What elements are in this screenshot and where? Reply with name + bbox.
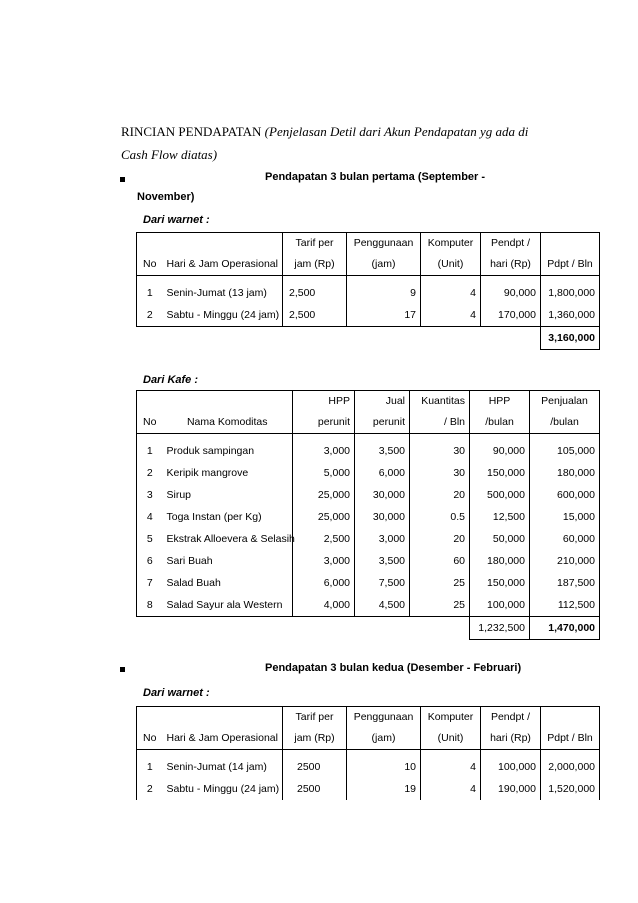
- table-cell: Keripik mangrove: [166, 467, 249, 479]
- table-row: 1 Senin-Jumat (14 jam) 2500 10 4 100,000 2,000,000: [137, 756, 600, 778]
- bullet-icon: [120, 667, 125, 672]
- table-cell: 25: [410, 594, 470, 617]
- table-cell: 30,000: [355, 506, 410, 528]
- table-cell: 25,000: [293, 484, 355, 506]
- table-cell: 100,000: [470, 594, 530, 617]
- table-cell: 1: [137, 440, 163, 462]
- section2-heading: Pendapatan 3 bulan kedua (Desember - Februari): [265, 662, 522, 674]
- kafe-total-hpp: 1,232,500: [470, 617, 530, 640]
- table-row: [137, 462, 600, 484]
- table-cell: 6: [137, 550, 163, 572]
- table-cell: 150,000: [470, 572, 530, 594]
- table-cell: 180,000: [530, 462, 600, 484]
- table-cell: 6,000: [355, 462, 410, 484]
- document-title-line: [121, 124, 528, 140]
- table-cell: 3,000: [355, 528, 410, 550]
- table-cell: 5: [137, 528, 163, 550]
- table-cell: 4,500: [355, 594, 410, 617]
- table-cell: 105,000: [530, 440, 600, 462]
- table-cell: Toga Instan (per Kg): [166, 511, 262, 523]
- table-cell: 210,000: [530, 550, 600, 572]
- warnet1-total: 3,160,000: [541, 327, 600, 350]
- table-cell: Sirup: [166, 489, 192, 501]
- table-cell: 8: [137, 594, 163, 617]
- table-cell: 2: [137, 462, 163, 484]
- table-cell: 4,000: [293, 594, 355, 617]
- table-cell: 3,000: [293, 440, 355, 462]
- table-cell: 3,500: [355, 440, 410, 462]
- warnet1-label: Dari warnet :: [143, 214, 210, 226]
- table-row: 2 Sabtu - Minggu (24 jam) 2,500 17 4 170,000 1,360,000: [137, 304, 600, 327]
- table-cell: 20: [410, 528, 470, 550]
- table-cell: 6,000: [293, 572, 355, 594]
- table-cell: 30: [410, 440, 470, 462]
- table-cell: Produk sampingan: [166, 445, 255, 457]
- table-cell: 4: [137, 506, 163, 528]
- bullet-icon: [120, 177, 125, 182]
- table-cell: 90,000: [470, 440, 530, 462]
- table-cell: 112,500: [530, 594, 600, 617]
- table-cell: 25,000: [293, 506, 355, 528]
- table-cell: 60,000: [530, 528, 600, 550]
- table-cell: 180,000: [470, 550, 530, 572]
- table-row: 2 Sabtu - Minggu (24 jam) 2500 19 4 190,000 1,520,000: [137, 778, 600, 800]
- table-cell: 7,500: [355, 572, 410, 594]
- table-cell: 600,000: [530, 484, 600, 506]
- table-cell: 7: [137, 572, 163, 594]
- table-cell: Salad Buah: [166, 577, 221, 589]
- table-cell: 12,500: [470, 506, 530, 528]
- table-row: [137, 484, 600, 506]
- table-cell: 30: [410, 462, 470, 484]
- table-cell: 60: [410, 550, 470, 572]
- table-cell: Salad Sayur ala Western: [163, 594, 293, 617]
- section1-heading-cont: November): [137, 191, 195, 203]
- warnet1-table: Tarif per Penggunaan Komputer Pendpt / No Hari & Jam Operasional jam (Rp) (jam) (Unit) hari (Rp) Pdpt / Bln 1 Senin-Jumat (13 jam) 2,500 9 4 90,000 1,800,000 2 Sabtu - Minggu (24 jam) 2,500 17 4 170,000 1,360,000 3,160,000: [136, 232, 600, 350]
- table-cell: 5,000: [293, 462, 355, 484]
- document-subtitle-cont: Cash Flow diatas): [121, 147, 218, 162]
- table-cell: 30,000: [355, 484, 410, 506]
- table-row: [137, 440, 600, 462]
- kafe-total-penjualan: 1,470,000: [530, 617, 600, 640]
- table-cell: 150,000: [470, 462, 530, 484]
- kafe-label: Dari Kafe :: [143, 374, 199, 386]
- table-cell: 15,000: [530, 506, 600, 528]
- kafe-table: HPP Jual Kuantitas HPP Penjualan No Nama Komoditas perunit perunit / Bln /bulan /bulan 1 Produk sampingan 3,000 3,500 30 90,000 105,000 2 Keripik mangrove 5,000 6,000 30 150,000 180,000 3 Sirup 25,000 30,000 20 500,000 600,000 4 Toga Instan (per Kg) 25,000 30,000 0.5 12,500 15,000 5 Ekstrak Alloevera & Selasih 2,500 3,000 20 50,000 60,000 6 Sari Buah 3,000 3,500 60 180,000 210,000 7 Salad Buah 6,000 7,500 25 150,000 187,500 8 Salad Sayur ala Western 4,000 4,500 25 100,000 112,500 1,232,500 1,470,000: [136, 390, 600, 640]
- table-cell: 25: [410, 572, 470, 594]
- table-cell: 3,500: [355, 550, 410, 572]
- table-cell: Sari Buah: [166, 555, 213, 567]
- table-row: [137, 528, 600, 550]
- table-cell: 0.5: [410, 506, 470, 528]
- table-cell: 500,000: [470, 484, 530, 506]
- table-row: [137, 506, 600, 528]
- warnet2-table: Tarif per Penggunaan Komputer Pendpt / No Hari & Jam Operasional jam (Rp) (jam) (Unit) hari (Rp) Pdpt / Bln 1 Senin-Jumat (14 jam) 2500 10 4 100,000 2,000,000 2 Sabtu - Minggu (24 jam) 2500 19 4 190,000 1,520,000: [136, 706, 600, 800]
- table-cell: 3: [137, 484, 163, 506]
- table-cell: 187,500: [530, 572, 600, 594]
- table-cell: Ekstrak Alloevera & Selasih: [166, 533, 295, 545]
- table-cell: 2,500: [293, 528, 355, 550]
- table-row: 1 Senin-Jumat (13 jam) 2,500 9 4 90,000 1,800,000: [137, 282, 600, 304]
- table-cell: 50,000: [470, 528, 530, 550]
- table-row: [137, 594, 600, 617]
- section1-heading: Pendapatan 3 bulan pertama (September -: [265, 171, 486, 183]
- table-row: [137, 572, 600, 594]
- table-row: [137, 550, 600, 572]
- table-cell: 3,000: [293, 550, 355, 572]
- document-title: RINCIAN PENDAPATAN: [121, 124, 262, 139]
- warnet2-label: Dari warnet :: [143, 687, 210, 699]
- table-cell: 20: [410, 484, 470, 506]
- document-subtitle: (Penjelasan Detil dari Akun Pendapatan yg ada di: [264, 124, 529, 139]
